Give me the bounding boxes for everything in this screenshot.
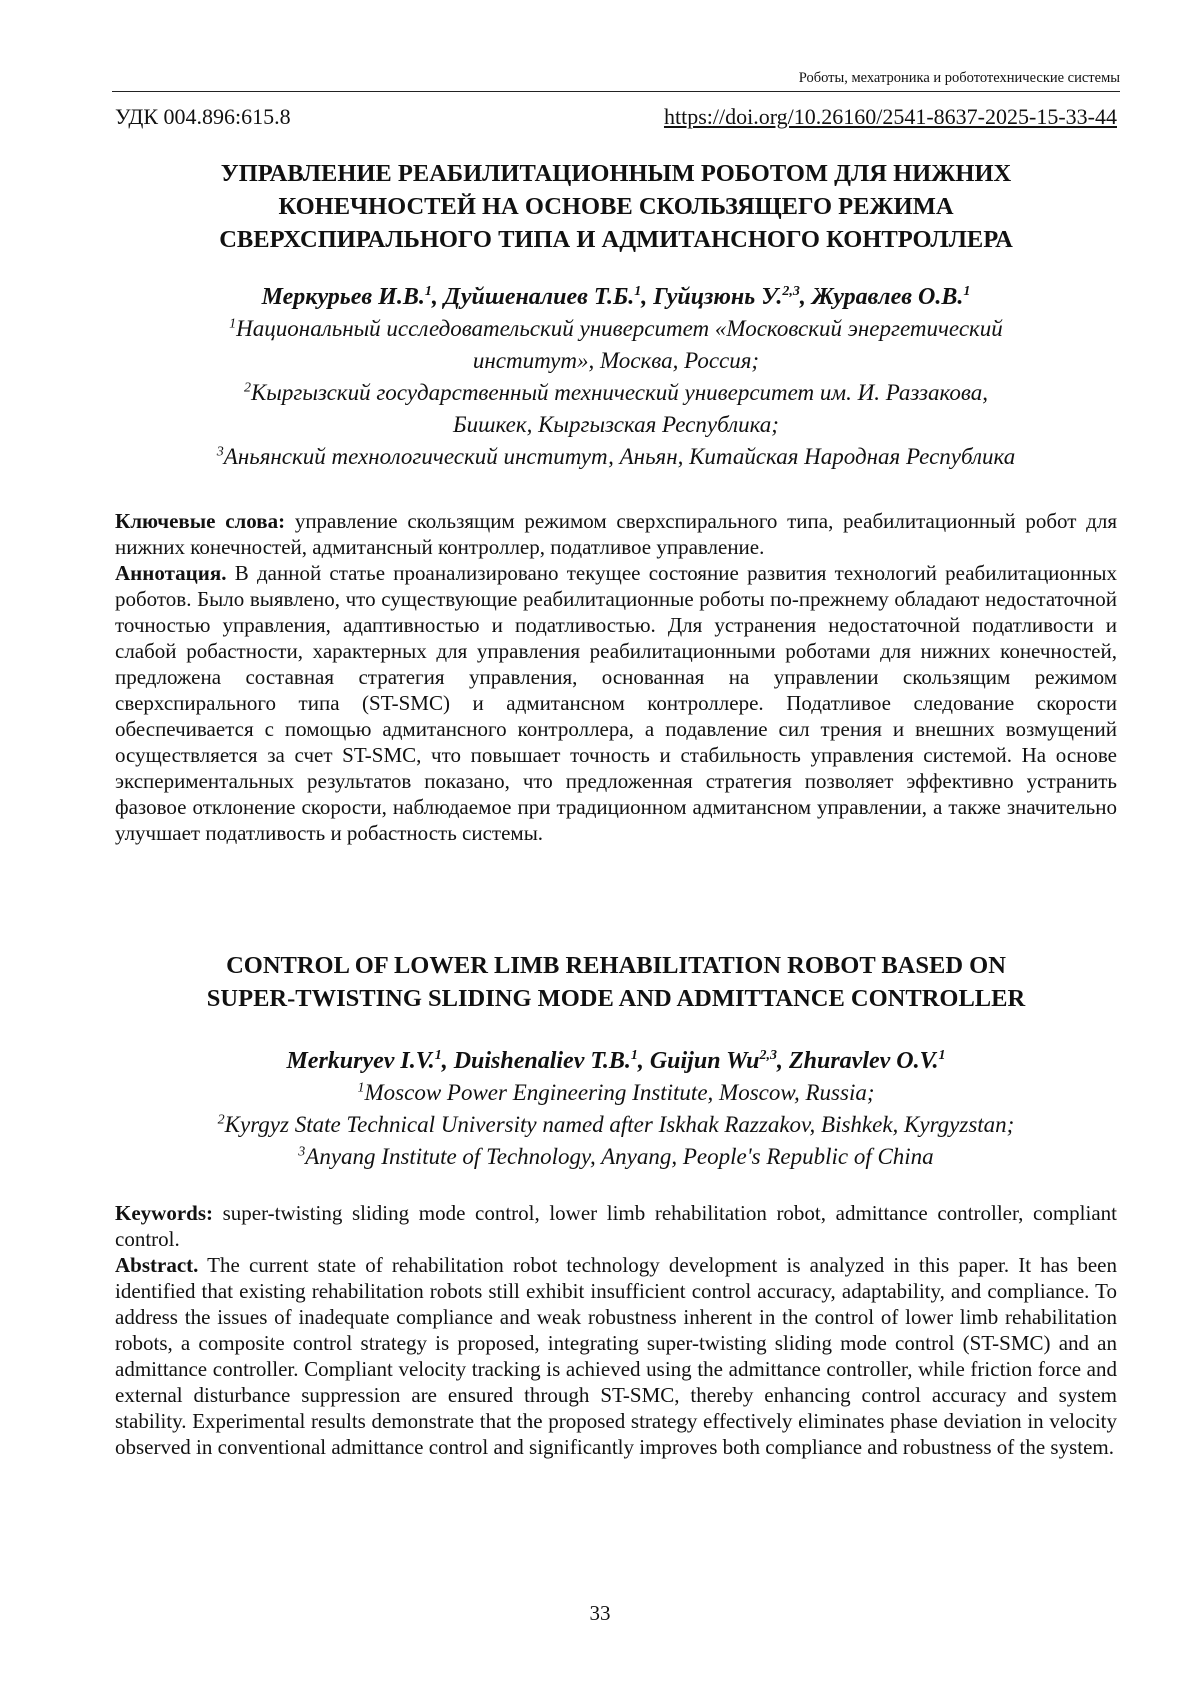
author-affiliation-index: 1 [938,1048,946,1063]
author-list-en [110,1045,1122,1077]
title-en-line: CONTROL OF LOWER LIMB REHABILITATION ROBOT BASED ON [226,952,1006,979]
author-affiliation-index: 1 [634,284,642,299]
title-ru [115,157,1117,256]
author-separator: , [776,1048,789,1074]
abstract-label: Abstract. [115,1253,199,1277]
author-name: Zhuravlev O.V. [788,1048,939,1074]
affiliation-line [110,1141,1122,1173]
abstract-ru [115,560,1117,846]
author-separator: , [799,284,812,310]
abstract-text: The current state of rehabilitation robot technology development is analyzed in this paper. It has been identified that existing rehabilitation robots still exhibit insufficient control accuracy, adaptability, and compliance. To address the issues of inadequate compliance and weak robustness inherent in the control of lower limb rehabilitation robots, a composite control strategy is proposed, integrating super-twisting sliding mode control (ST-SMC) and an admittance controller. Compliant velocity tracking is achieved using the admittance controller, while friction force and external disturbance suppression are ensured through ST-SMC, thereby enhancing control accuracy and system stability. Experimental results demonstrate that the proposed strategy effectively eliminates phase deviation in velocity observed in conventional admittance control and significantly improves both compliance and robustness of the system. [115,1253,1117,1459]
udc-code: УДК 004.896:615.8 [115,104,291,129]
abstract-block-en [115,1200,1117,1460]
title-ru-line: СВЕРХСПИРАЛЬНОГО ТИПА И АДМИТАНСНОГО КОНТРОЛЛЕРА [219,226,1013,253]
author-affiliation-index: 2,3 [759,1048,777,1063]
meta-row [115,104,1117,130]
author-affiliation-index: 1 [630,1048,638,1063]
page-number: 33 [589,1601,611,1625]
abstract-label: Аннотация. [115,561,227,585]
author-name: Guijun Wu [649,1048,760,1074]
keywords-label: Keywords: [115,1201,213,1225]
title-en-line: SUPER-TWISTING SLIDING MODE AND ADMITTANCE CONTROLLER [206,985,1026,1012]
title-en [115,949,1117,1015]
affiliation-index: 3 [216,444,224,460]
author-separator: , [637,1048,650,1074]
affiliation-line [110,1077,1122,1109]
affiliation-text: Anyang Institute of Technology, Anyang, People's Republic of China [305,1144,934,1169]
author-affiliation-index: 2,3 [782,284,800,299]
affiliation-text: Moscow Power Engineering Institute, Moscow, Russia; [364,1080,875,1105]
affiliation-line [110,1109,1122,1141]
doi-link[interactable]: https://doi.org/10.26160/2541-8637-2025-15-33-44 [663,104,1117,129]
author-name: Duishenaliev T.B. [453,1048,631,1074]
keywords-label: Ключевые слова: [115,509,286,533]
title-ru-line: КОНЕЧНОСТЕЙ НА ОСНОВЕ СКОЛЬЗЯЩЕГО РЕЖИМА [278,193,954,220]
affiliation-line [110,345,1122,377]
affiliation-index: 3 [298,1144,306,1160]
author-affiliation-index: 1 [963,284,971,299]
affiliation-line [110,441,1122,473]
author-name: Merkuryev I.V. [286,1048,435,1074]
keywords-text: super-twisting sliding mode control, lower limb rehabilitation robot, admittance controller, compliant control. [115,1201,1117,1251]
affiliation-text: Аньянский технологический институт, Аньян, Китайская Народная Республика [223,444,1016,469]
affiliation-index: 1 [357,1080,365,1096]
keywords-text: управление скользящим режимом сверхспирального типа, реабилитационный робот для нижних конечностей, адмитансный контроллер, податливое управление. [115,509,1117,559]
affiliation-text: институт», Москва, Россия; [472,348,760,373]
keywords-en [115,1200,1117,1252]
running-head: Роботы, мехатроника и робототехнические системы [112,70,1120,92]
affiliation-index: 2 [217,1112,225,1128]
abstract-en [115,1252,1117,1460]
title-ru-line: УПРАВЛЕНИЕ РЕАБИЛИТАЦИОННЫМ РОБОТОМ ДЛЯ НИЖНИХ [220,160,1012,187]
affiliation-text: Бишкек, Кыргызская Республика; [453,412,779,437]
author-affiliation-index: 1 [424,284,432,299]
author-separator: , [641,284,654,310]
keywords-ru [115,508,1117,560]
affiliation-line [110,313,1122,345]
author-separator: , [441,1048,454,1074]
authors-en [110,1045,1122,1173]
affiliation-text: Национальный исследовательский университет «Московский энергетический [236,316,1003,341]
affiliation-index: 1 [229,316,237,332]
affiliation-text: Кыргызский государственный технический университет им. И. Раззакова, [251,380,988,405]
author-name: Журавлев О.В. [811,284,964,310]
affiliation-index: 2 [244,380,252,396]
author-name: Гуйцзюнь У. [653,284,783,310]
affiliation-line [110,377,1122,409]
author-name: Меркурьев И.В. [261,284,425,310]
author-affiliation-index: 1 [434,1048,442,1063]
abstract-block-ru [115,508,1117,846]
affiliation-line [110,409,1122,441]
affiliation-text: Kyrgyz State Technical University named after Iskhak Razzakov, Bishkek, Kyrgyzstan; [224,1112,1015,1137]
author-name: Дуйшеналиев Т.Б. [443,284,635,310]
abstract-text: В данной статье проанализировано текущее состояние развития технологий реабилитационных роботов. Было выявлено, что существующие реабилитационные роботы по-прежнему обладают недостаточной точностью управления, адаптивностью и податливостью. Для устранения недостаточной податливости и слабой робастности, характерных для управления реабилитационными роботами для нижних конечностей, предложена составная стратегия управления, основанная на управлении скользящим режимом сверхспирального типа (ST-SMC) и адмитансном контроллере. Податливое следование скорости обеспечивается с помощью адмитансного контроллера, а подавление сил трения и внешних возмущений осуществляется за счет ST-SMC, что повышает точность и стабильность управления системой. На основе экспериментальных результатов показано, что предложенная стратегия позволяет эффективно устранить фазовое отклонение скорости, наблюдаемое при традиционном адмитансном управлении, а также значительно улучшает податливость и робастность системы. [115,561,1117,845]
author-separator: , [431,284,444,310]
authors-ru [110,281,1122,473]
author-list-ru [110,281,1122,313]
